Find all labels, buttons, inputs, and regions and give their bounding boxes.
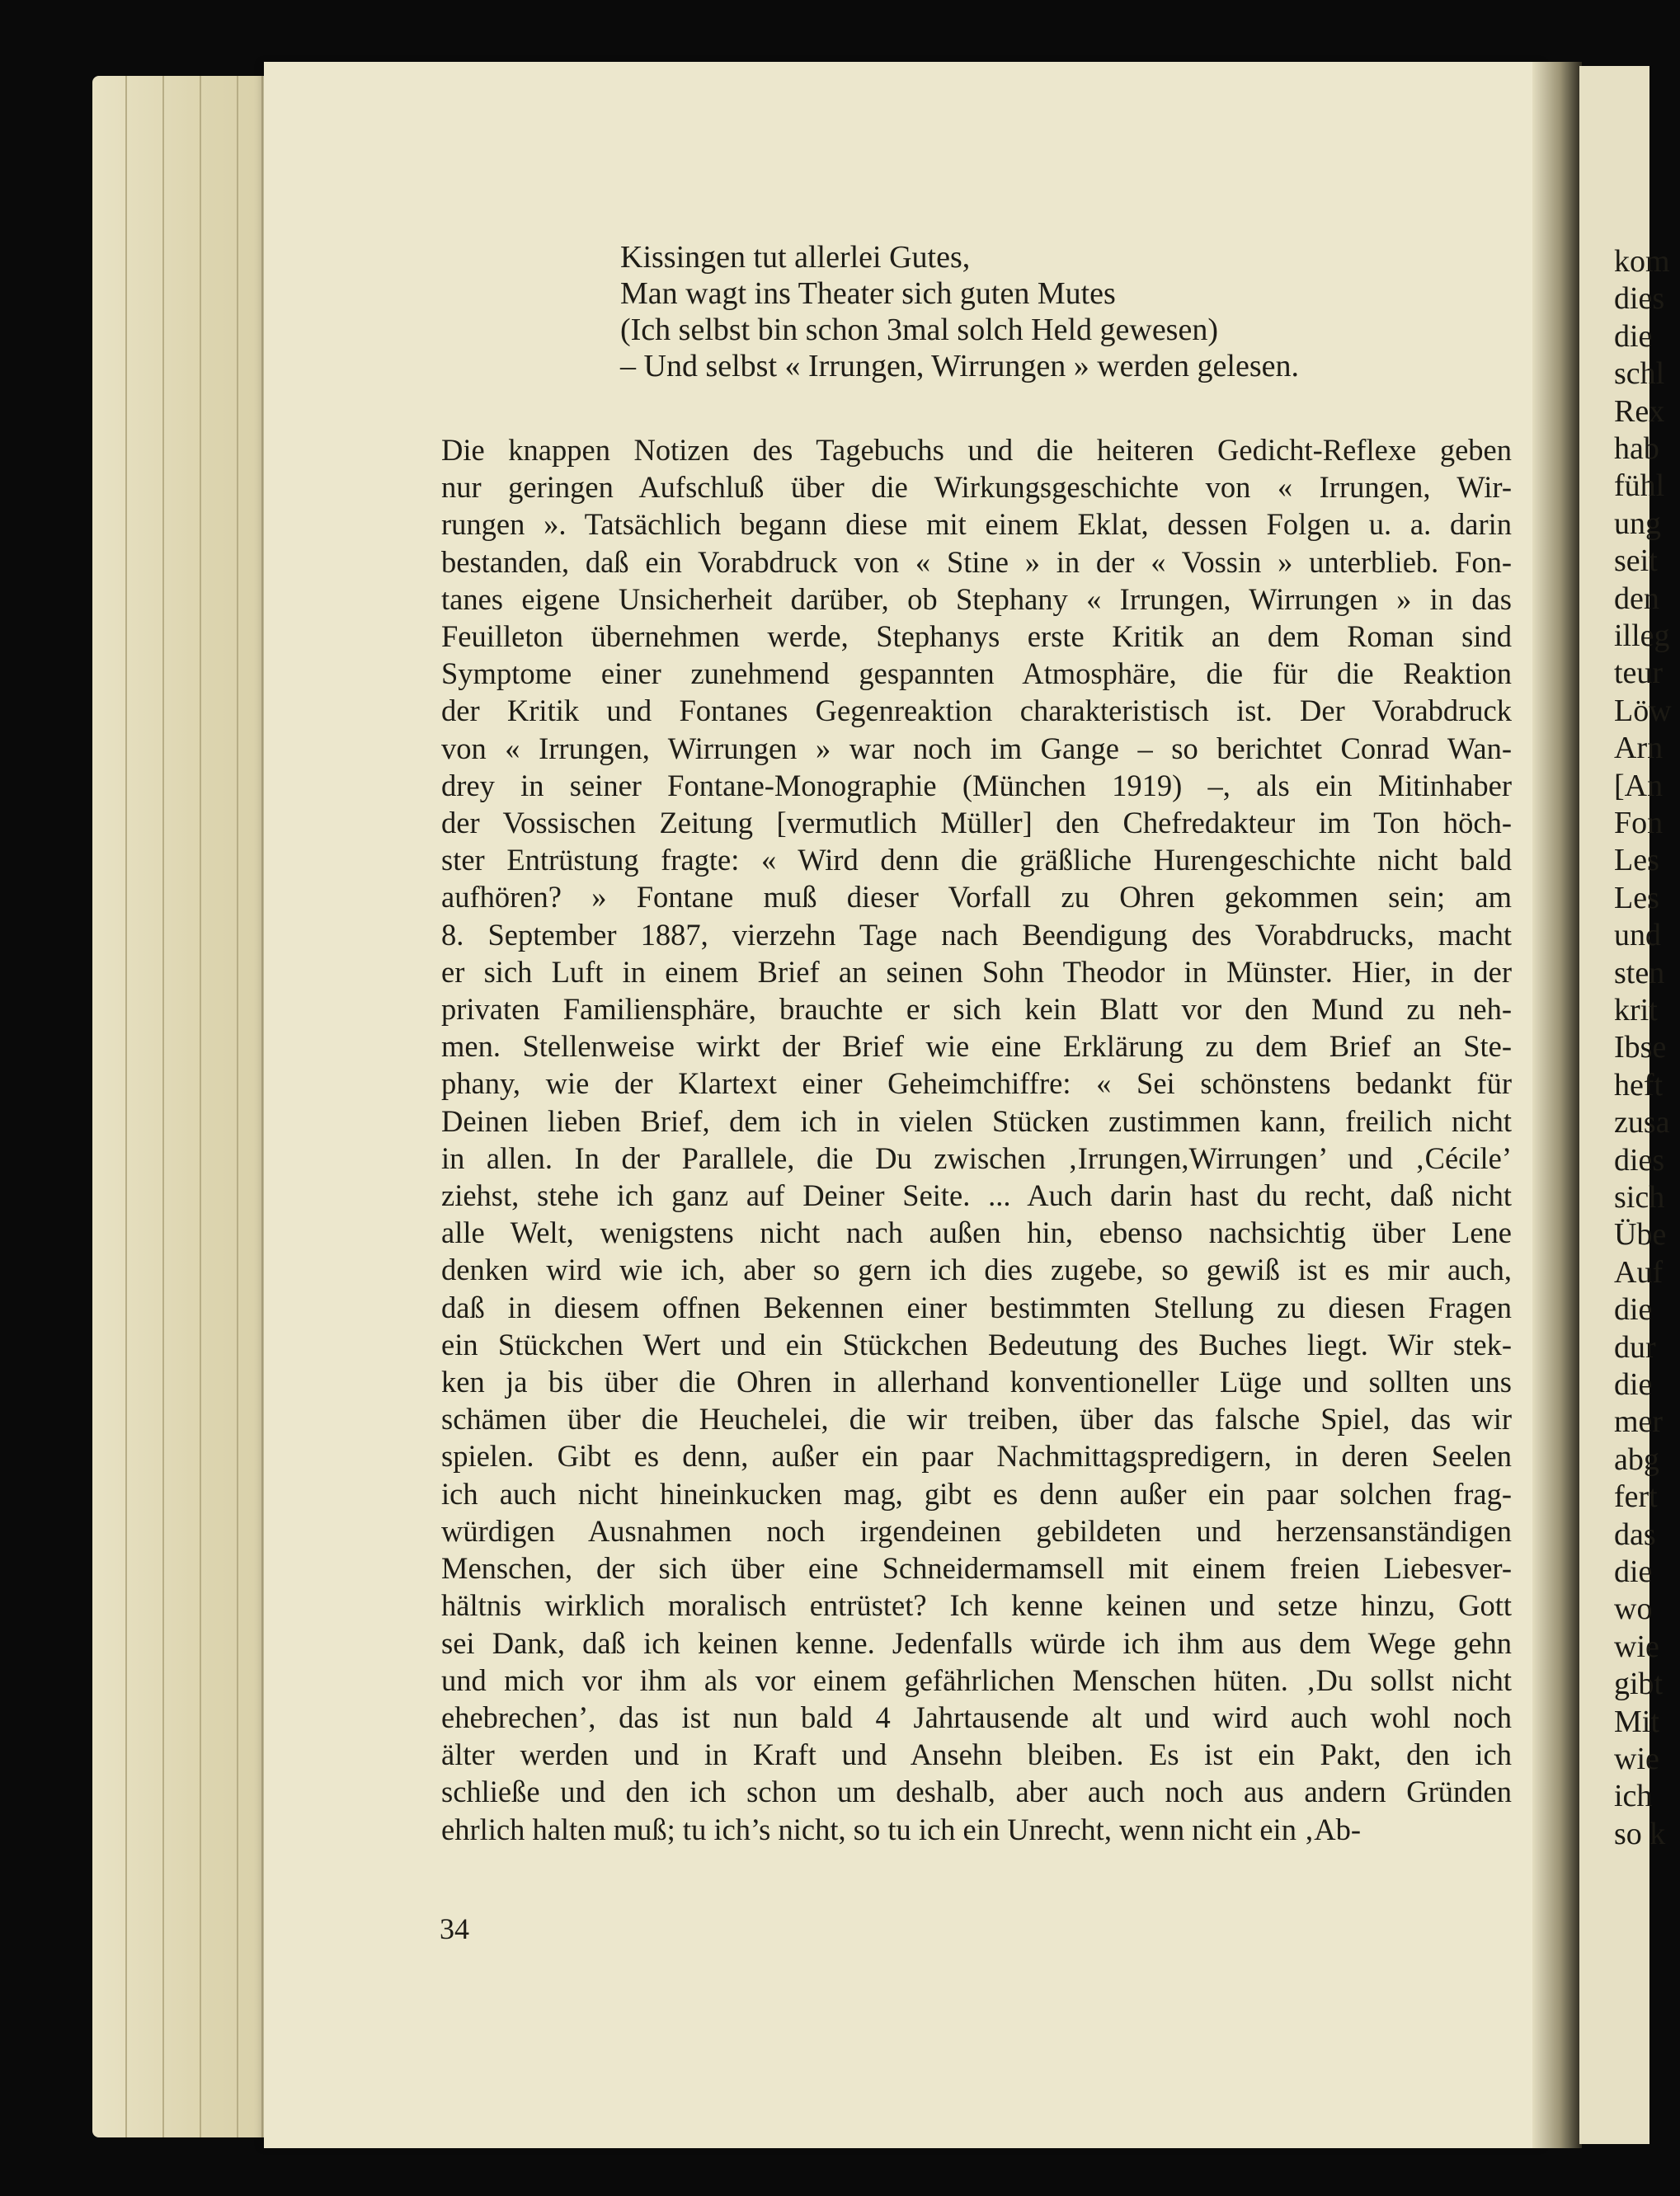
text-line: bestanden, daß ein Vorabdruck von « Stine » in der « Vossin » unterblieb. Fon-	[441, 544, 1512, 579]
text-line: rungen ». Tatsächlich begann diese mit einem Eklat, dessen Folgen u. a. darin	[441, 507, 1512, 542]
text-line: hältnis wirklich moralisch entrüstet? Ich kenne keinen und setze hinzu, Gott	[441, 1588, 1512, 1623]
text-line: drey in seiner Fontane-Monographie (München 1919) –, als ein Mitinhaber	[441, 768, 1512, 802]
text-line: aufhören? » Fontane muß dieser Vorfall zu Ohren gekommen sein; am	[441, 880, 1512, 915]
facing-page-fragment: Löw	[1614, 693, 1672, 728]
facing-page-fragment: Auf	[1614, 1254, 1664, 1290]
text-line: Menschen, der sich über eine Schneidermamsell mit einem freien Liebesver-	[441, 1551, 1512, 1586]
facing-page-fragment: [An	[1614, 768, 1664, 803]
facing-page-fragment: den	[1614, 581, 1659, 616]
text-line: phany, wie der Klartext einer Geheimchiffre: « Sei schönstens bedankt für	[441, 1066, 1512, 1101]
body-paragraph	[441, 431, 1512, 1848]
facing-page-fragment: mer	[1614, 1404, 1664, 1440]
text-line: denken wird wie ich, aber so gern ich dies zugebe, so gewiß ist es mir auch,	[441, 1253, 1512, 1287]
facing-page-fragment: Rex	[1614, 393, 1665, 429]
text-line: 8. September 1887, vierzehn Tage nach Beendigung des Vorabdrucks, macht	[441, 917, 1512, 952]
text-line: nur geringen Aufschluß über die Wirkungsgeschichte von « Irrungen, Wir-	[441, 470, 1512, 505]
facing-page-fragment: die	[1614, 1554, 1653, 1589]
text-line: Die knappen Notizen des Tagebuchs und die heiteren Gedicht-Reflexe geben	[441, 433, 1512, 467]
poem-line: – Und selbst « Irrungen, Wirrungen » werden gelesen.	[620, 349, 1299, 383]
facing-page-fragment: ich	[1614, 1779, 1653, 1814]
text-line: von « Irrungen, Wirrungen » war noch im Gange – so berichtet Conrad Wan-	[441, 731, 1512, 765]
facing-page-fragment: Les	[1614, 843, 1659, 878]
text-line: ehrlich halten muß; tu ich’s nicht, so tu ich ein Unrecht, wenn nicht ein ‚Ab-	[441, 1812, 1361, 1846]
facing-page-fragment: dies	[1614, 1142, 1665, 1178]
facing-page-fragment: die	[1614, 1292, 1653, 1328]
text-line: ein Stückchen Wert und ein Stückchen Bedeutung des Buches liegt. Wir stek-	[441, 1327, 1512, 1361]
facing-page-fragment: dur	[1614, 1329, 1656, 1365]
facing-page-fragment: zusa	[1614, 1105, 1670, 1140]
facing-page-fragment: Mit	[1614, 1704, 1659, 1739]
facing-page-fragment: die	[1614, 1367, 1653, 1402]
facing-page-fragment: dies	[1614, 281, 1665, 317]
text-line: und mich vor ihm als vor einem gefährlichen Menschen hüten. ‚Du sollst nicht	[441, 1662, 1512, 1697]
facing-page-fragment: so k	[1614, 1816, 1666, 1851]
facing-page-fragment: Ibse	[1614, 1030, 1667, 1065]
facing-page-fragment: fühl	[1614, 468, 1665, 504]
facing-page-fragment: teur	[1614, 656, 1664, 691]
facing-page-fragment: Fon	[1614, 806, 1664, 840]
facing-page-fragment: ung	[1614, 506, 1661, 541]
book-gutter	[1532, 62, 1582, 2148]
facing-page-fragment: illeg	[1614, 618, 1670, 653]
facing-page-fragment: und	[1614, 918, 1661, 953]
text-line: der Vossischen Zeitung [vermutlich Müller] den Chefredakteur im Ton höch-	[441, 806, 1512, 840]
text-line: älter werden und in Kraft und Ansehn bleiben. Es ist ein Pakt, den ich	[441, 1738, 1512, 1772]
poem-line: (Ich selbst bin schon 3mal solch Held gewesen)	[620, 313, 1218, 347]
facing-page-edge	[1579, 66, 1672, 2144]
facing-page-fragment: heft	[1614, 1067, 1664, 1103]
facing-page-fragment: fert	[1614, 1479, 1658, 1515]
text-line: privaten Familiensphäre, brauchte er sich kein Blatt vor den Mund zu neh-	[441, 992, 1512, 1027]
poem-quote	[620, 239, 1299, 384]
text-line: schämen über die Heuchelei, die wir treiben, über das falsche Spiel, das wir	[441, 1402, 1512, 1437]
text-line: ziehst, stehe ich ganz auf Deiner Seite. ... Auch darin hast du recht, daß nicht	[441, 1178, 1512, 1213]
text-line: tanes eigene Unsicherheit darüber, ob Stephany « Irrungen, Wirrungen » in das	[441, 581, 1512, 616]
facing-page-fragment: wie	[1614, 1629, 1659, 1664]
text-line: daß in diesem offnen Bekennen einer bestimmten Stellung zu diesen Fragen	[441, 1290, 1512, 1324]
text-line: sei Dank, daß ich keinen kenne. Jedenfalls würde ich ihm aus dem Wege gehn	[441, 1625, 1512, 1660]
facing-page-fragment: sten	[1614, 955, 1665, 990]
text-line: ich auch nicht hineinkucken mag, gibt es denn außer ein paar solchen frag-	[441, 1476, 1512, 1511]
facing-page-fragment: abg	[1614, 1441, 1659, 1477]
text-line: der Kritik und Fontanes Gegenreaktion charakteristisch ist. Der Vorabdruck	[441, 694, 1512, 728]
facing-page-fragment: seit	[1614, 543, 1658, 579]
facing-page-fragment: Les	[1614, 880, 1659, 915]
facing-page-fragment: gibt	[1614, 1667, 1664, 1702]
text-line: schließe und den ich schon um deshalb, aber auch noch aus andern Gründen	[441, 1775, 1512, 1809]
facing-page-fragment: Übe	[1614, 1217, 1667, 1253]
facing-page-fragment: schl	[1614, 356, 1665, 392]
facing-page-fragment: krit	[1614, 993, 1658, 1027]
text-line: men. Stellenweise wirkt der Brief wie eine Erklärung zu dem Brief an Ste-	[441, 1029, 1512, 1064]
facing-page-fragment: kom	[1614, 244, 1670, 279]
text-line: in allen. In der Parallele, die Du zwischen ‚Irrungen,Wirrungen’ und ‚Cécile’	[441, 1140, 1512, 1175]
facing-page-fragment: das	[1614, 1517, 1656, 1552]
facing-page-fragment: die	[1614, 318, 1653, 354]
text-line: spielen. Gibt es denn, außer ein paar Nachmittagspredigern, in deren Seelen	[441, 1439, 1512, 1474]
facing-page-fragment: sich	[1614, 1180, 1665, 1215]
text-line: Symptome einer zunehmend gespannten Atmosphäre, die für die Reaktion	[441, 656, 1512, 691]
facing-page-fragment: hab	[1614, 431, 1659, 466]
text-line: ken ja bis über die Ohren in allerhand konventioneller Lüge und sollten uns	[441, 1365, 1512, 1399]
poem-line: Kissingen tut allerlei Gutes,	[620, 240, 971, 275]
facing-page-fragment: Arn	[1614, 731, 1664, 766]
text-line: ehebrechen’, das ist nun bald 4 Jahrtausende alt und wird auch wohl noch	[441, 1700, 1512, 1734]
text-line: alle Welt, wenigstens nicht nach außen hin, ebenso nachsichtig über Lene	[441, 1216, 1512, 1250]
facing-page-fragment: wo	[1614, 1592, 1653, 1627]
text-line: er sich Luft in einem Brief an seinen Sohn Theodor in Münster. Hier, in der	[441, 954, 1512, 989]
poem-line: Man wagt ins Theater sich guten Mutes	[620, 276, 1116, 311]
facing-page-fragment: wie	[1614, 1742, 1659, 1776]
text-line: Feuilleton übernehmen werde, Stephanys erste Kritik an dem Roman sind	[441, 619, 1512, 654]
page-number: 34	[440, 1912, 469, 1945]
text-line: ster Entrüstung fragte: « Wird denn die gräßliche Hurengeschichte nicht bald	[441, 843, 1512, 877]
text-line: Deinen lieben Brief, dem ich in vielen Stücken zustimmen kann, freilich nicht	[441, 1103, 1512, 1138]
text-line: würdigen Ausnahmen noch irgendeinen gebildeten und herzensanständigen	[441, 1513, 1512, 1548]
